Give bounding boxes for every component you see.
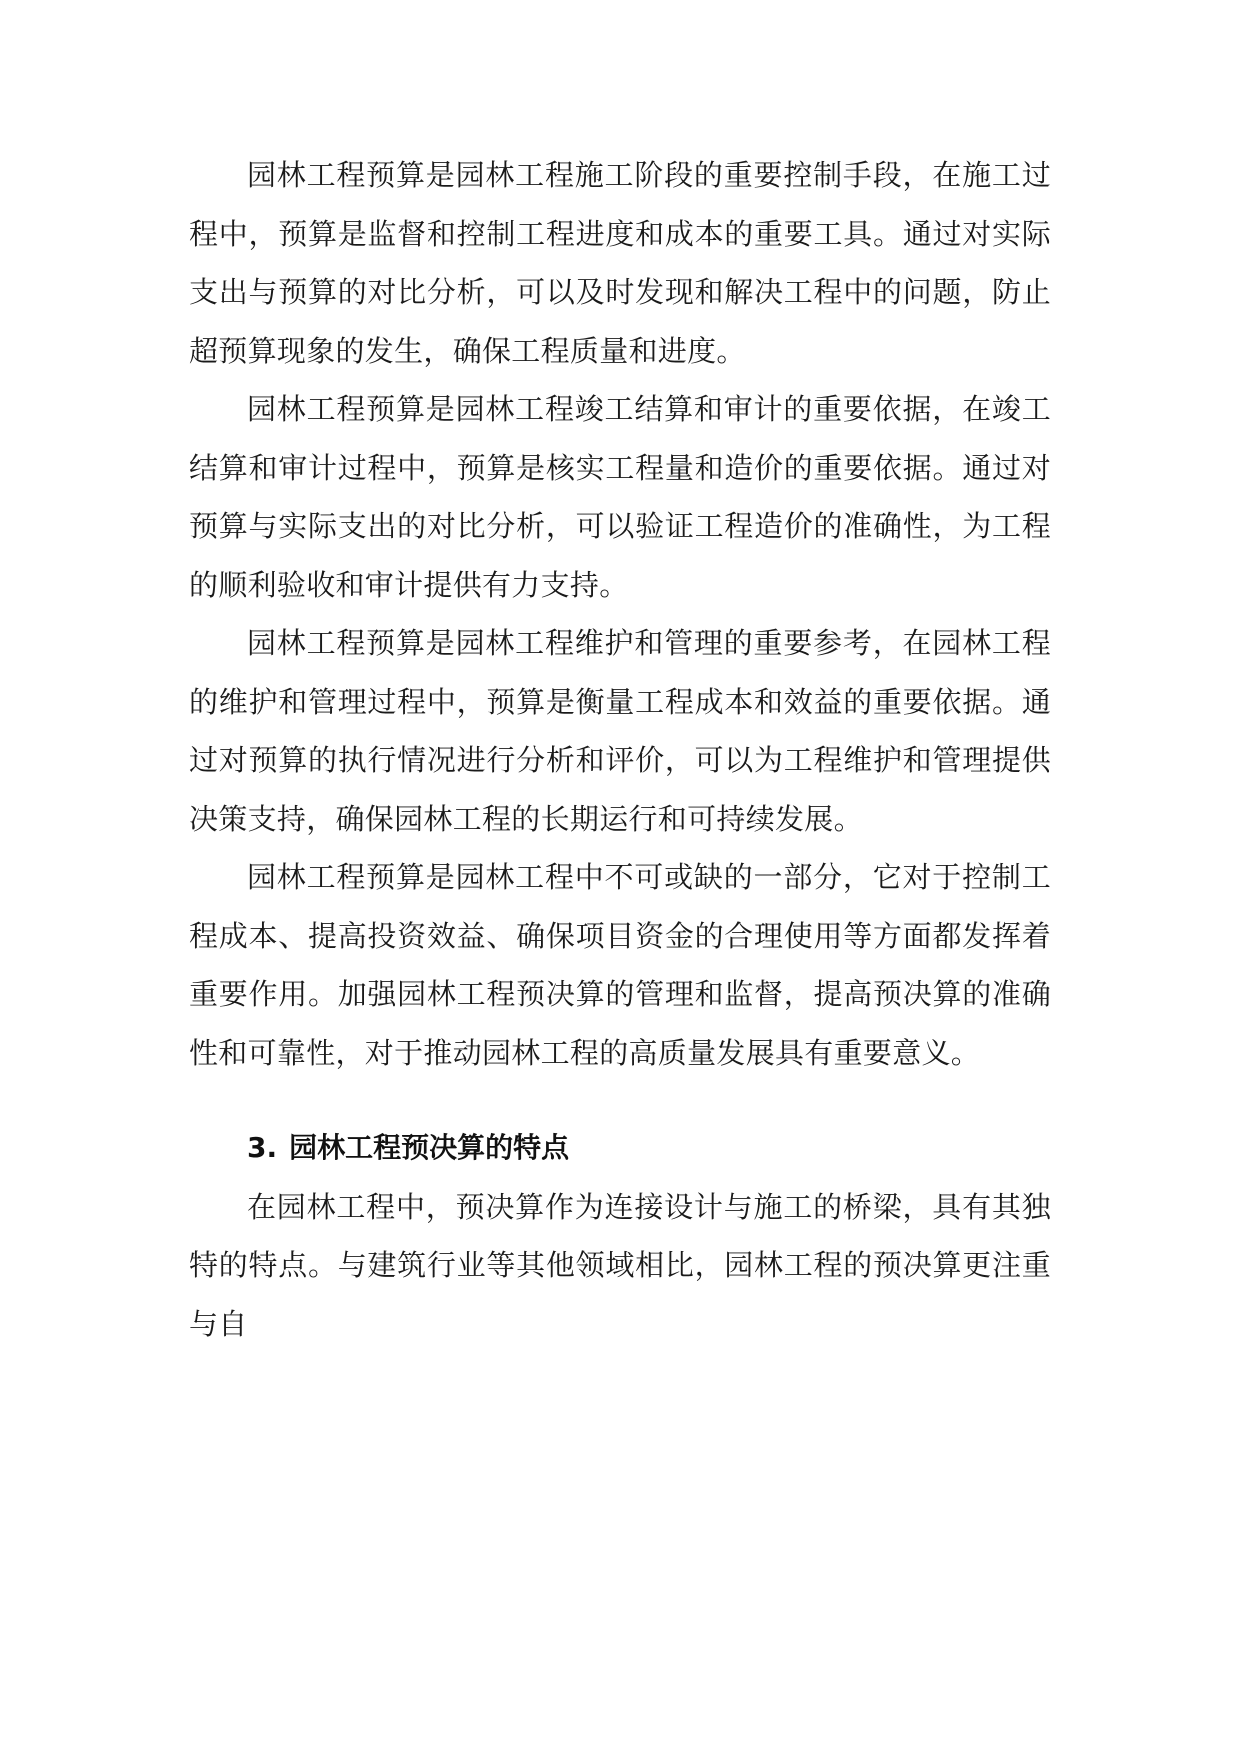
section-title: 园林工程预决算的特点	[289, 1131, 570, 1164]
section-number: 3.	[247, 1131, 278, 1164]
paragraph-construction-control: 园林工程预算是园林工程施工阶段的重要控制手段，在施工过程中，预算是监督和控制工程进度和成本的重要工具。通过对实际支出与预算的对比分析，可以及时发现和解决工程中的问题，防止超预算现象的发生，确保工程质量和进度。	[189, 158, 1051, 368]
paragraph-maintenance-management: 园林工程预算是园林工程维护和管理的重要参考，在园林工程的维护和管理过程中，预算是衡量工程成本和效益的重要依据。通过对预算的执行情况进行分析和评价，可以为工程维护和管理提供决策支持，确保园林工程的长期运行和可持续发展。	[189, 626, 1051, 836]
paragraph-settlement-audit: 园林工程预算是园林工程竣工结算和审计的重要依据，在竣工结算和审计过程中，预算是核实工程量和造价的重要依据。通过对预算与实际支出的对比分析，可以验证工程造价的准确性，为工程的顺利验收和审计提供有力支持。	[189, 392, 1051, 602]
document-body	[189, 146, 1051, 1353]
paragraph-features-intro: 在园林工程中，预决算作为连接设计与施工的桥梁，具有其独特的特点。与建筑行业等其他领域相比，园林工程的预决算更注重与自	[189, 1189, 1051, 1341]
paragraph-summary: 园林工程预算是园林工程中不可或缺的一部分，它对于控制工程成本、提高投资效益、确保项目资金的合理使用等方面都发挥着重要作用。加强园林工程预决算的管理和监督，提高预决算的准确性和可靠性，对于推动园林工程的高质量发展具有重要意义。	[189, 860, 1051, 1070]
section-heading	[189, 1119, 1051, 1178]
